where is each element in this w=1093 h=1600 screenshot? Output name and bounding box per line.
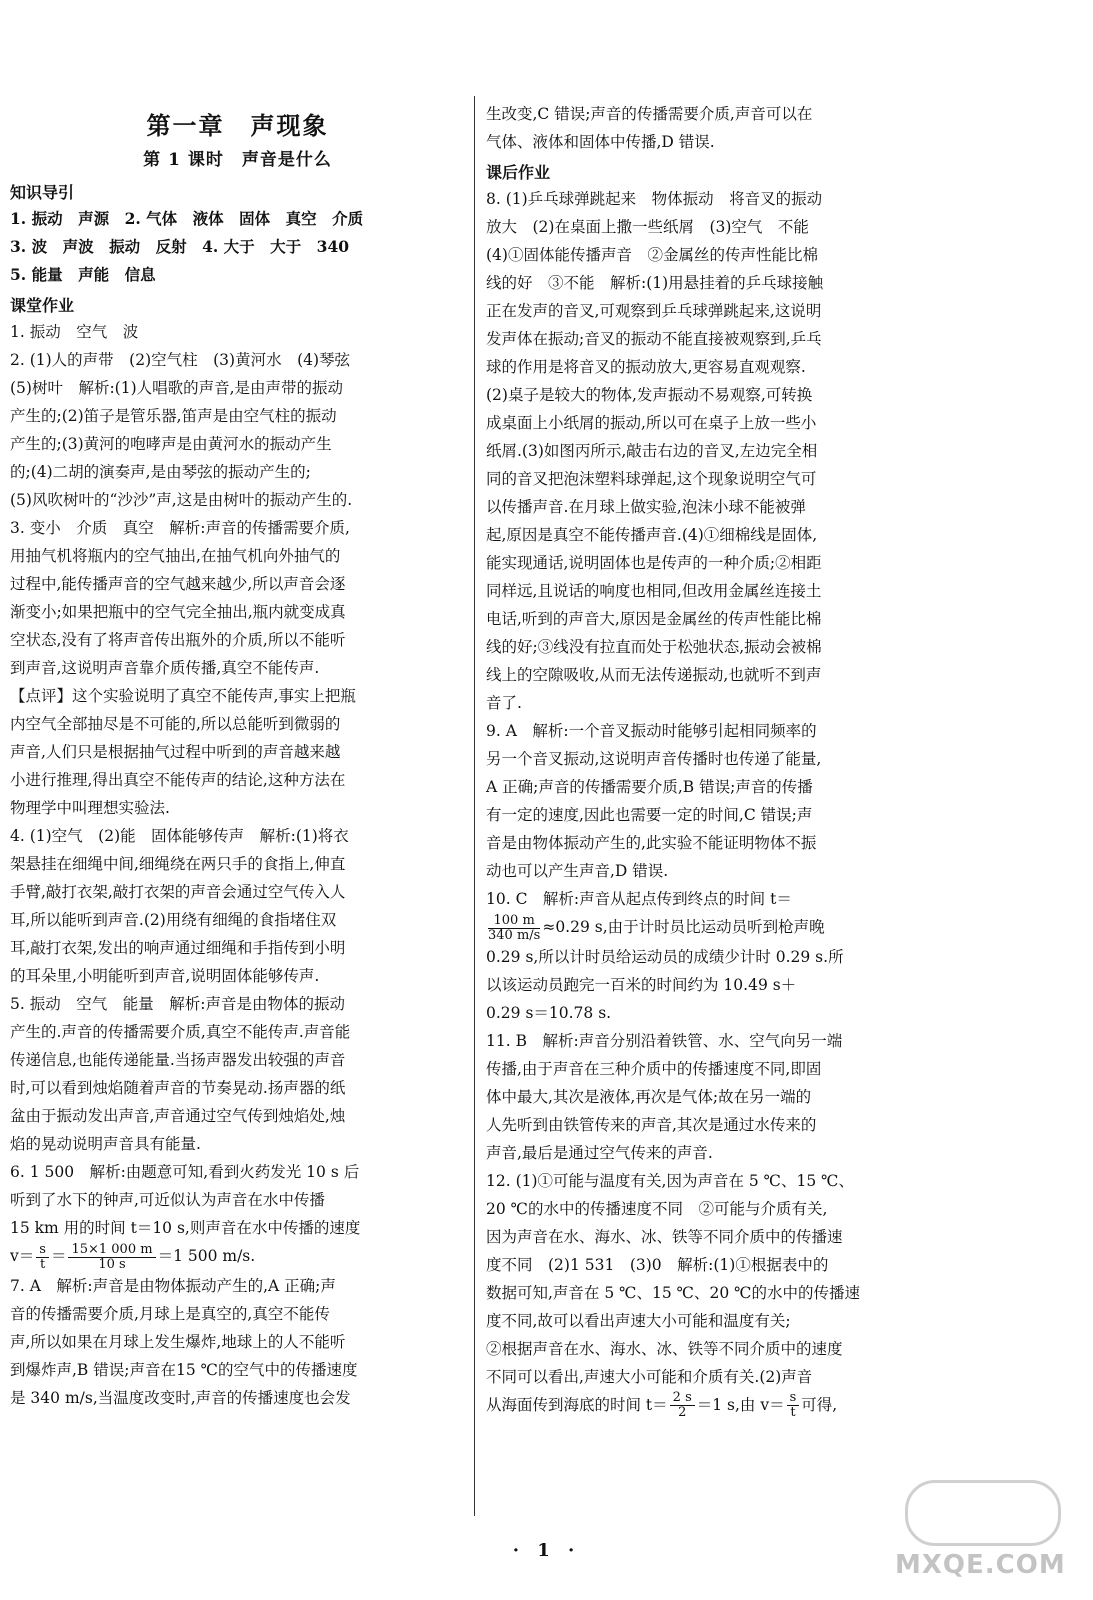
text-line: 另一个音叉振动,这说明声音传播时也传递了能量, (486, 750, 822, 768)
text-line: 是 340 m/s,当温度改变时,声音的传播速度也会发 (10, 1388, 351, 1407)
text-line: 盆由于振动发出声音,声音通过空气传到烛焰处,烛 (10, 1107, 346, 1125)
text-line: 度不同,故可以看出声速大小可能和温度有关; (486, 1311, 791, 1330)
text-line: 成桌面上小纸屑的振动,所以可在桌子上放一些小 (486, 414, 817, 432)
text-line: 渐变小;如果把瓶中的空气完全抽出,瓶内就变成真 (10, 603, 346, 621)
text-line: 1. 振动 空气 波 (10, 323, 139, 341)
text-line: 同样远,且说话的响度也相同,但改用金属丝连接土 (486, 582, 822, 600)
text-line: 以该运动员跑完一百米的时间约为 10.49 s＋ (486, 975, 797, 994)
text-line: (5)树叶 解析:(1)人唱歌的声音,是由声带的振动 (10, 379, 344, 397)
text-line: 声,所以如果在月球上发生爆炸,地球上的人不能听 (10, 1332, 346, 1351)
equation-line-10 (486, 913, 946, 943)
text-line: 15 km 用的时间 t＝10 s,则声音在水中传播的速度 (10, 1219, 361, 1237)
text-line: 传播,由于声音在三种介质中的传播速度不同,即固 (486, 1059, 822, 1078)
text-line: 20 ℃的水中的传播速度不同 ②可能与介质有关, (486, 1199, 828, 1218)
knowledge-line: 1. 振动 声源 2. 气体 液体 固体 真空 介质 (10, 209, 364, 228)
fraction-numerator: s (36, 1243, 49, 1258)
text-line: 耳,所以能听到声音.(2)用绕有细绳的食指堵住双 (10, 911, 337, 929)
text-line: 内空气全部抽尽是不可能的,所以总能听到微弱的 (10, 715, 341, 733)
text-line: 空状态,没有了将声音传出瓶外的介质,所以不能听 (10, 631, 346, 649)
eq-text: 可得, (801, 1395, 838, 1414)
text-line: 发声体在振动;音叉的振动不能直接被观察到,乒乓 (486, 330, 822, 348)
text-line: 7. A 解析:声音是由物体振动产生的,A 正确;声 (10, 1276, 336, 1295)
classwork-lines-2 (10, 1272, 465, 1412)
eq-text: ＝1 500 m/s. (157, 1247, 256, 1265)
text-line: 纸屑.(3)如图丙所示,敲击右边的音叉,左边完全相 (486, 442, 818, 460)
text-line: 传递信息,也能传递能量.当扬声器发出较强的声音 (10, 1051, 346, 1069)
text-line: 有一定的速度,因此也需要一定的时间,C 错误;声 (486, 806, 813, 824)
text-line: 正在发声的音叉,可观察到乒乓球弹跳起来,这说明 (486, 302, 822, 320)
text-line: 度不同 (2)1 531 (3)0 解析:(1)①根据表中的 (486, 1255, 829, 1274)
fraction (36, 1243, 49, 1272)
fraction-numerator: 15×1 000 m (68, 1243, 155, 1258)
text-line: 声音,人们只是根据抽气过程中听到的声音越来越 (10, 743, 341, 761)
section-heading-classwork: 课堂作业 (10, 296, 75, 315)
continued-lines (486, 100, 946, 156)
text-line: 声音,最后是通过空气传来的声音. (486, 1143, 713, 1162)
fraction-numerator: 100 m (488, 914, 540, 929)
equation-line-6 (10, 1242, 465, 1272)
text-line: 12. (1)①可能与温度有关,因为声音在 5 ℃、15 ℃、 (486, 1171, 855, 1190)
text-line: 6. 1 500 解析:由题意可知,看到火药发光 10 s 后 (10, 1163, 360, 1181)
fraction-denominator: 340 m/s (488, 927, 541, 943)
fraction-denominator: t (39, 1256, 46, 1272)
text-line: 2. (1)人的声带 (2)空气柱 (3)黄河水 (4)琴弦 (10, 351, 351, 369)
fraction (488, 914, 540, 943)
chapter-title: 第一章 声现象 (146, 111, 329, 140)
text-line: 用抽气机将瓶内的空气抽出,在抽气机向外抽气的 (10, 547, 341, 565)
text-line: 球的作用是将音叉的振动放大,更容易直观观察. (486, 358, 806, 376)
text-line: 数据可知,声音在 5 ℃、15 ℃、20 ℃的水中的传播速 (486, 1283, 860, 1302)
text-line: 音的传播需要介质,月球上是真空的,真空不能传 (10, 1304, 330, 1323)
text-line: 能实现通话,说明固体也是传声的一种介质;②相距 (486, 554, 822, 572)
text-line: 同的音叉把泡沫塑料球弹起,这个现象说明空气可 (486, 470, 817, 488)
text-line: 架悬挂在细绳中间,细绳绕在两只手的食指上,伸直 (10, 855, 346, 873)
text-line: 不同可以看出,声速大小可能和介质有关.(2)声音 (486, 1367, 813, 1386)
fraction-numerator: s (787, 1391, 800, 1406)
text-line: 物理学中叫理想实验法. (10, 799, 170, 817)
text-line: 焰的晃动说明声音具有能量. (10, 1135, 201, 1153)
text-line: 线的好;③线没有拉直而处于松弛状态,振动会被棉 (486, 638, 822, 656)
text-line: 时,可以看到烛焰随着声音的节奏晃动.扬声器的纸 (10, 1079, 346, 1097)
fraction-numerator: 2 s (670, 1391, 695, 1406)
text-line: 5. 振动 空气 能量 解析:声音是由物体的振动 (10, 995, 345, 1013)
eq-text: ≈0.29 s,由于计时员比运动员听到枪声晚 (542, 918, 825, 936)
column-divider (474, 96, 475, 1516)
eq-text: 从海面传到海底的时间 t＝ (486, 1395, 668, 1414)
knowledge-line: 3. 波 声波 振动 反射 4. 大于 大于 340 (10, 237, 350, 256)
text-line: 气体、液体和固体中传播,D 错误. (486, 133, 715, 151)
text-line: 音是由物体振动产生的,此实验不能证明物体不振 (486, 834, 817, 852)
text-line: (4)①固体能传播声音 ②金属丝的传声性能比棉 (486, 246, 818, 264)
watermark-text: MXQE.COM (895, 1550, 1066, 1580)
text-line: 9. A 解析:一个音叉振动时能够引起相同频率的 (486, 722, 817, 740)
text-line: 起,原因是真空不能传播声音.(4)①细棉线是固体, (486, 526, 818, 544)
right-column (486, 100, 946, 1420)
text-line: 4. (1)空气 (2)能 固体能够传声 解析:(1)将衣 (10, 827, 349, 845)
classwork-lines (10, 318, 465, 1242)
text-line: 0.29 s,所以计时员给运动员的成绩少计时 0.29 s.所 (486, 947, 844, 966)
text-line: 因为声音在水、海水、冰、铁等不同介质中的传播速 (486, 1227, 843, 1246)
text-line: 电话,听到的声音大,原因是金属丝的传声性能比棉 (486, 610, 822, 628)
fraction (68, 1243, 155, 1272)
eq-text: ＝1 s,由 v＝ (696, 1395, 785, 1414)
section-heading-knowledge: 知识导引 (10, 183, 75, 202)
text-line: 耳,敲打衣架,发出的响声通过细绳和手指传到小明 (10, 939, 346, 957)
text-line: 以传播声音.在月球上做实验,泡沫小球不能被弹 (486, 498, 806, 516)
text-line: 线的好 ③不能 解析:(1)用悬挂着的乒乓球接触 (486, 274, 824, 292)
text-line: 10. C 解析:声音从起点传到终点的时间 t＝ (486, 890, 792, 908)
fraction-denominator: t (790, 1405, 796, 1420)
watermark-logo (895, 1480, 1065, 1580)
text-line: 音了. (486, 694, 522, 712)
section-heading-homework: 课后作业 (486, 163, 551, 182)
text-line: 3. 变小 介质 真空 解析:声音的传播需要介质, (10, 519, 350, 537)
fraction-denominator: 2 (678, 1405, 687, 1420)
equation-line-12 (486, 1391, 946, 1421)
text-line: (2)桌子是较大的物体,发声振动不易观察,可转换 (486, 386, 813, 404)
homework-lines (486, 185, 946, 913)
text-line: 11. B 解析:声音分别沿着铁管、水、空气向另一端 (486, 1031, 843, 1050)
homework-lines-3 (486, 943, 946, 1391)
text-line: 到声音,这说明声音靠介质传播,真空不能传声. (10, 659, 320, 677)
text-line: 【点评】这个实验说明了真空不能传声,事实上把瓶 (10, 687, 356, 705)
text-line: 放大 (2)在桌面上撒一些纸屑 (3)空气 不能 (486, 218, 809, 236)
left-column (10, 96, 465, 1412)
text-line: 小进行推理,得出真空不能传声的结论,这种方法在 (10, 771, 346, 789)
knowledge-line: 5. 能量 声能 信息 (10, 265, 156, 284)
fraction (670, 1391, 695, 1420)
text-line: 到爆炸声,B 错误;声音在15 ℃的空气中的传播速度 (10, 1360, 358, 1379)
text-line: ②根据声音在水、海水、冰、铁等不同介质中的速度 (486, 1339, 843, 1358)
text-line: A 正确;声音的传播需要介质,B 错误;声音的传播 (486, 778, 813, 796)
text-line: 生改变,C 错误;声音的传播需要介质,声音可以在 (486, 105, 813, 123)
text-line: 人先听到由铁管传来的声音,其次是通过水传来的 (486, 1115, 817, 1134)
text-line: 的耳朵里,小明能听到声音,说明固体能够传声. (10, 967, 320, 985)
lesson-title: 第 1 课时 声音是什么 (143, 150, 332, 170)
fraction (787, 1391, 800, 1420)
text-line: 听到了水下的钟声,可近似认为声音在水中传播 (10, 1191, 325, 1209)
text-line: 产生的;(2)笛子是管乐器,笛声是由空气柱的振动 (10, 407, 337, 425)
text-line: 的;(4)二胡的演奏声,是由琴弦的振动产生的; (10, 463, 311, 481)
watermark-shape (905, 1480, 1061, 1546)
eq-text: ＝ (50, 1247, 67, 1265)
text-line: 产生的.声音的传播需要介质,真空不能传声.声音能 (10, 1023, 351, 1041)
text-line: (5)风吹树叶的“沙沙”声,这是由树叶的振动产生的. (10, 491, 353, 509)
eq-text: v＝ (10, 1247, 35, 1265)
text-line: 产生的;(3)黄河的咆哮声是由黄河水的振动产生 (10, 435, 332, 453)
text-line: 体中最大,其次是液体,再次是气体;故在另一端的 (486, 1087, 812, 1106)
text-line: 0.29 s＝10.78 s. (486, 1003, 612, 1022)
text-line: 线上的空隙吸收,从而无法传递振动,也就听不到声 (486, 666, 822, 684)
text-line: 动也可以产生声音,D 错误. (486, 862, 669, 880)
page-number: · 1 · (512, 1540, 581, 1561)
text-line: 过程中,能传播声音的空气越来越少,所以声音会逐 (10, 575, 346, 593)
text-line: 8. (1)乒乓球弹跳起来 物体振动 将音叉的振动 (486, 190, 823, 208)
fraction-denominator: 10 s (98, 1256, 126, 1272)
text-line: 手臂,敲打衣架,敲打衣架的声音会通过空气传入人 (10, 883, 346, 901)
